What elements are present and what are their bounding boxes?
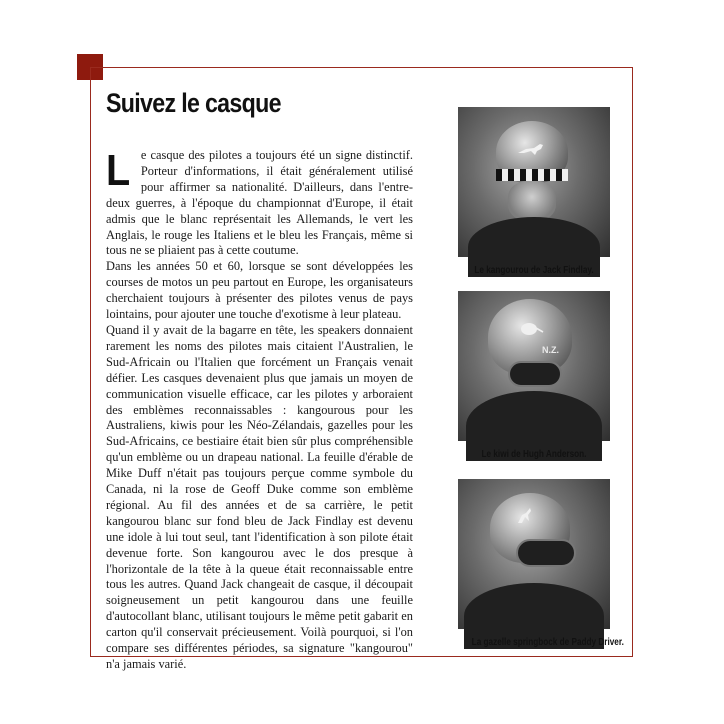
helmet-lettering: N.Z. bbox=[542, 345, 559, 355]
goggles bbox=[516, 539, 576, 567]
kiwi-icon bbox=[518, 319, 544, 337]
article-paragraph-1: e casque des pilotes a toujours été un signe distinctif. Porteur d'informations, il était généralement utilisé pour affirmer sa nationalité. D'ailleurs, dans l'entre-deux guerres, à l'époque du championnat d'Europe, il était admis que le blanc représentait les Allemands, le vert les Anglais, le rouge les Italiens et le bleu les Français, même si tous ne se pliaient pas à cette coutume. bbox=[106, 148, 413, 258]
helmet-springbok-photo bbox=[458, 479, 610, 629]
face bbox=[508, 181, 556, 221]
article-paragraph-3: Quand il y avait de la bagarre en tête, les speakers donnaient rarement les noms des pilotes mais citaient l'Australien, le Sud-Africain ou l'Italien que forcément un Français venait défier. Les casques devenaient plus que jamais un moyen de communication visuelle efficace, car les pilotes y arboraient des emblèmes reconnaissables : kangourous pour les Australiens, kiwis pour les Néo-Zélandais, gazelles pour les Sud-Africains, ce bestiaire était bien sûr plus compréhensible qu'un emblème ou un drapeau national. La feuille d'érable de Mike Duff n'était pas toujours perçue comme symbole du Canada, ni la rose de Geoff Duke comme son emblème régional. Au fil des années et de sa carrière, le petit kangourou blanc sur fond bleu de Jack Findlay est devenu une idole à lui tout seul, tant l'identification à son pilote était devenue forte. Son kangourou avec le dos presque à l'horizontale de la tête à la queue était reconnaissable entre tous les autres. Quand Jack changeait de casque, il découpait soigneusement un petit kangourou dans une feuille d'autocollant blanc, utilisant toujours le même petit gabarit en carton qu'il conservait précieusement. Voilà pourquoi, si l'on compare ses différentes périodes, sa signature "kangourou" n'a jamais varié. bbox=[106, 322, 413, 671]
helmet-kangaroo-photo bbox=[458, 107, 610, 257]
article-body bbox=[106, 146, 413, 671]
photo-caption-anderson: Le kiwi de Hugh Anderson. bbox=[481, 449, 587, 460]
article-paragraph-2: Dans les années 50 et 60, lorsque se sont développées les courses de motos un peu partout en Europe, les organisateurs cherchaient toujours à présenter des pilotes venus de pays lointains, pour ajouter une touche d'exotisme à leur plateau. bbox=[106, 259, 413, 322]
kangaroo-icon bbox=[516, 141, 546, 157]
goggles bbox=[508, 361, 562, 387]
drop-cap: L bbox=[106, 146, 131, 195]
helmet-kiwi-photo bbox=[458, 291, 610, 441]
checkered-band bbox=[496, 169, 568, 181]
photo-caption-findlay: Le kangourou de Jack Findlay. bbox=[474, 265, 594, 276]
photo-figure-findlay bbox=[458, 107, 610, 276]
photo-figure-driver bbox=[458, 479, 624, 648]
springbok-icon bbox=[514, 505, 536, 527]
page-title: Suivez le casque bbox=[106, 88, 281, 118]
photo-figure-anderson bbox=[458, 291, 610, 460]
photo-caption-driver: La gazelle springbock de Paddy Driver. bbox=[471, 637, 624, 648]
